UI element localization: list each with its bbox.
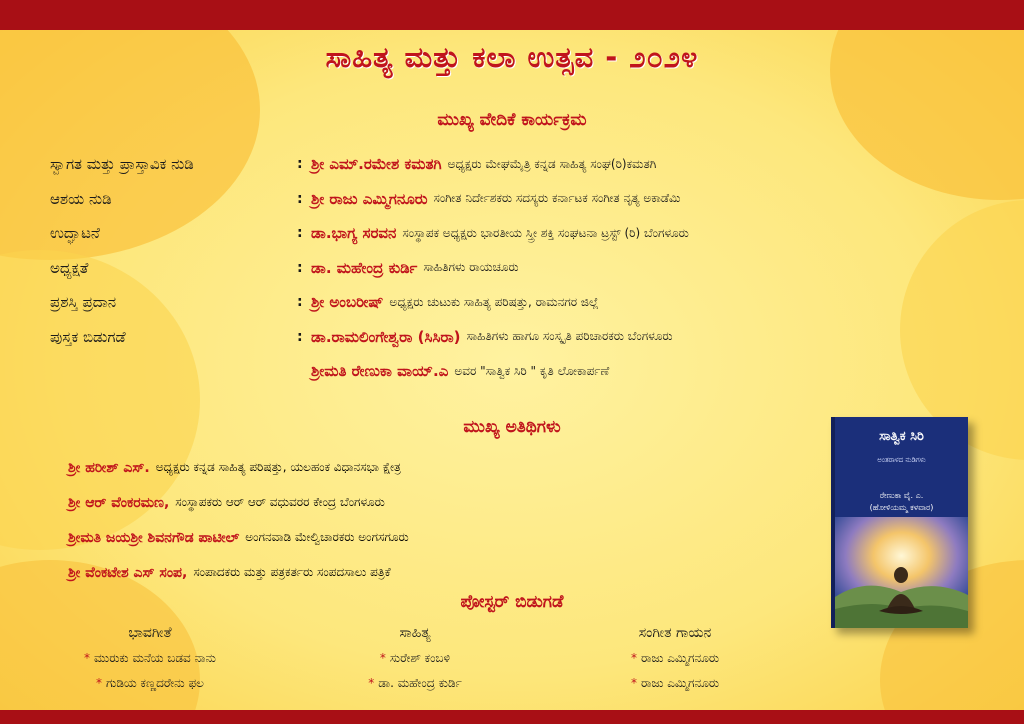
poster-item — [585, 671, 765, 696]
poster-item-text: ಮುರುಕು ಮನೆಯ ಬಡವ ನಾನು — [94, 651, 216, 665]
bottom-band — [0, 710, 1024, 724]
program-row — [50, 285, 950, 320]
poster-item — [330, 671, 500, 696]
program-row — [50, 216, 950, 251]
poster-item — [330, 646, 500, 671]
program-row — [50, 182, 950, 217]
chief-guests-heading: ಮುಖ್ಯ ಅತಿಥಿಗಳು — [463, 417, 561, 437]
program-row — [50, 251, 950, 286]
main-stage-program — [50, 147, 950, 389]
colon: : — [297, 294, 303, 311]
guest-row — [68, 555, 808, 590]
bullet: * — [630, 676, 637, 690]
program-role: ಆಶಯ ನುಡಿ — [50, 189, 112, 208]
guest-row — [68, 450, 808, 485]
poster-item-text: ಗುಡಿಯ ಕಣ್ಣದರೇನು ಫಲ — [106, 676, 204, 690]
bullet: * — [368, 676, 375, 690]
program-description: ಸಂಗೀತ ನಿರ್ದೇಶಕರು ಸದಸ್ಯರು ಕರ್ನಾಟಕ ಸಂಗೀತ ನೃತ್ಯ ಅಕಾಡೆಮಿ — [433, 191, 681, 206]
poster-item — [585, 646, 765, 671]
book-release-description: ಅವರ "ಸಾತ್ವಿಕ ಸಿರಿ " ಕೃತಿ ಲೋಕಾರ್ಪಣೆ — [454, 363, 610, 378]
bullet: * — [96, 676, 103, 690]
program-person: ಶ್ರೀ ಎಮ್.ರಮೇಶ ಕಮತಗಿ — [311, 155, 442, 174]
book-cover-image — [831, 417, 968, 628]
colon: : — [297, 190, 303, 207]
top-band — [0, 0, 1024, 30]
main-stage-heading: ಮುಖ್ಯ ವೇದಿಕೆ ಕಾರ್ಯಕ್ರಮ — [437, 110, 587, 130]
book-author-alias: (ಹೋಳಿಯಮ್ಮ ಕಳವಾರ) — [869, 503, 934, 512]
program-description: ಸಾಹಿತಿಗಳು ರಾಯಚೂರು — [423, 260, 519, 275]
guest-description: ಸಂಪಾದಕರು ಮತ್ತು ಪತ್ರಕರ್ತರು ಸಂಪದಸಾಲು ಪತ್ರಿಕೆ — [193, 565, 391, 579]
colon: : — [297, 156, 303, 173]
poster-item-text: ಡಾ. ಮಹೇಂದ್ರ ಕುರ್ಡಿ — [378, 676, 462, 690]
poster-item-text: ರಾಜು ಎಮ್ಮಿಗನೂರು — [640, 676, 720, 690]
colon: : — [297, 225, 303, 242]
guest-row — [68, 485, 808, 520]
bullet: * — [84, 651, 91, 665]
guest-name: ಶ್ರೀ ಹರೀಶ್ ಎಸ್. — [68, 459, 150, 476]
program-person: ಶ್ರೀ ಅಂಬರೀಷ್ — [311, 293, 384, 312]
chief-guests-list — [68, 450, 808, 590]
book-author-name: ರೇಣುಕಾ ವೈ. ಎ. — [879, 491, 924, 500]
colon: : — [297, 259, 303, 276]
poster-column-heading: ಸಾಹಿತ್ಯ — [399, 625, 431, 641]
book-author: ಶ್ರೀಮತಿ ರೇಣುಕಾ ವಾಯ್.ಎ — [311, 362, 449, 381]
poster-item — [40, 671, 260, 696]
bullet: * — [379, 651, 386, 665]
poster-column-heading: ಸಂಗೀತ ಗಾಯನ — [638, 625, 712, 641]
program-person: ಡಾ. ಮಹೇಂದ್ರ ಕುರ್ಡಿ — [311, 258, 418, 277]
book-release-row — [50, 354, 950, 389]
program-person: ಡಾ.ಭಾಗ್ಯ ಸರವನ — [311, 224, 397, 243]
program-person: ಡಾ.ರಾಮಲಿಂಗೇಶ್ವರಾ (ಸಿಸಿರಾ) — [311, 327, 461, 346]
program-description: ಸಾಹಿತಿಗಳು ಹಾಗೂ ಸಂಸ್ಕೃತಿ ಪರಿಚಾರಕರು ಬೆಂಗಳೂರು — [466, 329, 673, 344]
poster-item-text: ರಾಜು ಎಮ್ಮಿಗನೂರು — [640, 651, 720, 665]
poster-column — [330, 625, 500, 696]
book-author-block — [835, 490, 968, 514]
poster-item — [40, 646, 260, 671]
program-row — [50, 320, 950, 355]
colon: : — [297, 328, 303, 345]
guest-name: ಶ್ರೀಮತಿ ಜಯಶ್ರೀ ಶಿವನಗೌಡ ಪಾಟೀಲ್ — [68, 529, 240, 546]
guest-description: ಸಂಸ್ಥಾಪಕರು ಆರ್ ಆರ್ ವಧುವರರ ಕೇಂದ್ರ ಬೆಂಗಳೂರು — [175, 495, 385, 509]
guest-row — [68, 520, 808, 555]
program-description: ಸಂಸ್ಥಾಪಕ ಅಧ್ಯಕ್ಷರು ಭಾರತೀಯ ಸ್ತ್ರೀ ಶಕ್ತಿ ಸಂಘಟನಾ ಟ್ರಸ್ಟ್ (ರಿ) ಬೆಂಗಳೂರು — [402, 225, 689, 240]
program-description: ಅಧ್ಯಕ್ಷರು ಚುಟುಕು ಸಾಹಿತ್ಯ ಪರಿಷತ್ತು, ರಾಮನಗರ ಜಿಲ್ಲೆ — [389, 294, 599, 309]
poster-column-heading: ಭಾವಗೀತೆ — [128, 625, 172, 641]
poster-column — [40, 625, 260, 696]
program-description: ಅಧ್ಯಕ್ಷರು ಮೇಘಮೈತ್ರಿ ಕನ್ನಡ ಸಾಹಿತ್ಯ ಸಂಘ(ರಿ)ಕಮತಗಿ — [447, 156, 657, 171]
guest-name: ಶ್ರೀ ವೆಂಕಟೇಶ ಎಸ್ ಸಂಪ, — [68, 564, 188, 581]
program-row — [50, 147, 950, 182]
guest-name: ಶ್ರೀ ಆರ್ ವೆಂಕರಮಣ, — [68, 494, 170, 511]
poster-column — [585, 625, 765, 696]
program-role: ಸ್ವಾಗತ ಮತ್ತು ಪ್ರಾಸ್ತಾವಿಕ ನುಡಿ — [50, 155, 194, 174]
meditation-illustration — [835, 517, 968, 628]
page-title: ಸಾಹಿತ್ಯ ಮತ್ತು ಕಲಾ ಉತ್ಸವ - ೨೦೨೪ — [325, 40, 699, 74]
poster-item-text: ಸುರೇಶ್ ಕಂಬಳಿ — [389, 651, 451, 665]
guest-description: ಅಂಗನವಾಡಿ ಮೇಲ್ವಿಚಾರಕರು ಅಂಗಸಗೂರು — [245, 530, 409, 544]
poster-release-heading: ಪೋಸ್ಟರ್ ಬಿಡುಗಡೆ — [460, 592, 564, 612]
book-subtitle: ಅಂತರಾಳದ ನುಡಿಗಳು — [877, 456, 926, 464]
book-title: ಸಾತ್ವಿಕ ಸಿರಿ — [879, 429, 924, 444]
program-person: ಶ್ರೀ ರಾಜು ಎಮ್ಮಿಗನೂರು — [311, 189, 428, 208]
program-role: ಉದ್ಘಾಟನೆ — [50, 224, 100, 243]
guest-description: ಅಧ್ಯಕ್ಷರು ಕನ್ನಡ ಸಾಹಿತ್ಯ ಪರಿಷತ್ತು, ಯಲಹಂಕ ವಿಧಾನಸಭಾ ಕ್ಷೇತ್ರ — [155, 460, 401, 474]
program-role: ಪುಸ್ತಕ ಬಿಡುಗಡೆ — [50, 327, 126, 346]
bullet: * — [630, 651, 637, 665]
program-role: ಅಧ್ಯಕ್ಷತೆ — [50, 258, 89, 277]
program-role: ಪ್ರಶಸ್ತಿ ಪ್ರದಾನ — [50, 293, 117, 312]
